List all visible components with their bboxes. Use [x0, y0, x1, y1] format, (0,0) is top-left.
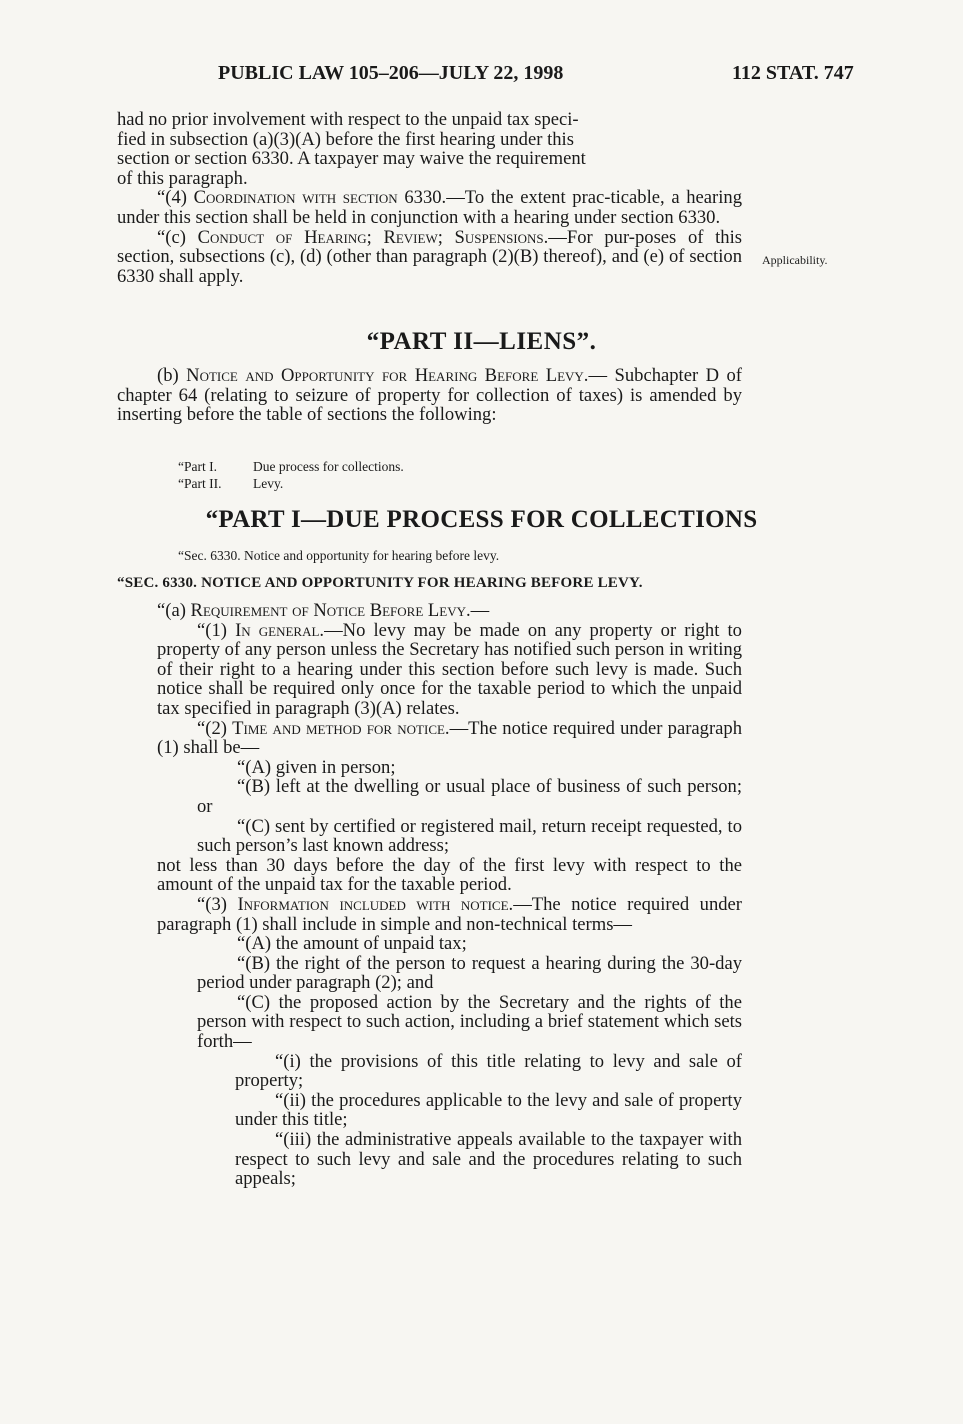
section-6330-body	[117, 601, 742, 1189]
subsection-b	[117, 366, 742, 425]
clauses-a3C	[117, 1052, 742, 1189]
header-title: PUBLIC LAW 105–206—JULY 22, 1998	[218, 62, 564, 84]
subsection-b-block	[117, 366, 742, 425]
subsection-a	[117, 601, 742, 621]
intro-line: section or section 6330. A taxpayer may waive the requirement	[117, 148, 586, 170]
subparagraph-a2A: “(A) given in person;	[237, 756, 396, 778]
subparagraph-a2C: “(C) sent by certified or registered mail, return receipt requested, to such person’s last known address;	[197, 815, 742, 857]
intro-line: had no prior involvement with respect to the unpaid tax speci-	[117, 109, 579, 130]
paragraph-label: “(1)	[197, 619, 227, 641]
paragraph-text: —The notice required under paragraph (1) shall be—	[157, 717, 742, 759]
subparagraph-a3C: “(C) the proposed action by the Secretary and the rights of the person with respect to such action, including a brief statement which sets forth—	[197, 991, 742, 1053]
part-table-of-contents	[178, 458, 404, 492]
intro-line: fied in subsection (a)(3)(A) before the first hearing under this	[117, 128, 574, 150]
running-header	[0, 62, 963, 88]
toc-text: Levy.	[253, 476, 284, 491]
subparagraph-a3B: “(B) the right of the person to request a hearing during the 30-day period under paragraph (2); and	[197, 952, 742, 994]
paragraph-label: (b)	[157, 365, 179, 386]
subparagraph-a2B: “(B) left at the dwelling or usual place of business of such person; or	[197, 776, 742, 817]
toc-label: “Part I.	[178, 459, 217, 474]
section-heading: “SEC. 6330. NOTICE AND OPPORTUNITY FOR HEARING BEFORE LEVY.	[117, 575, 643, 591]
intro-block	[117, 110, 742, 286]
subparagraphs-a2	[117, 758, 742, 856]
part-i-heading: “PART I—DUE PROCESS FOR COLLECTIONS	[205, 506, 758, 533]
paragraph-a2-tail: not less than 30 days before the day of the first levy with respect to the amount of the unpaid tax for the taxable period.	[157, 854, 742, 896]
paragraph-4	[117, 188, 742, 227]
subparagraph-a3A: “(A) the amount of unpaid tax;	[237, 933, 467, 955]
paragraph-caption: Requirement of Notice Before Levy.	[190, 600, 471, 621]
paragraph-caption: In general.	[235, 619, 325, 641]
section-toc: “Sec. 6330. Notice and opportunity for hearing before levy.	[178, 548, 500, 563]
toc-text: Due process for collections.	[253, 459, 404, 474]
header-stat-page: 112 STAT. 747	[732, 62, 854, 84]
toc-label: “Part II.	[178, 476, 222, 491]
paragraph-text: —To the extent prac-ticable, a hearing under this section shall be held in conjunction with a hearing under section 6330.	[117, 187, 743, 228]
paragraph-text: —No levy may be made on any property or right to property of any person unless the Secretary has notified such person in writing of their right to a hearing under this section before such levy is made. Such notice shall be required only once for the taxable period to which the unpaid tax specified in paragraph (3)(A) relates.	[157, 619, 742, 719]
paragraph-a2-tail-wrap	[117, 856, 742, 934]
paragraph-caption: Coordination with section 6330.	[193, 187, 447, 209]
paragraph-text: —	[470, 600, 490, 621]
subsection-c	[117, 228, 742, 287]
paragraph-a2	[157, 719, 742, 758]
intro-text	[117, 110, 742, 188]
paragraph-text: —The notice required under paragraph (1) shall include in simple and non-technical terms—	[157, 893, 742, 935]
paragraph-label: “(a)	[157, 600, 186, 621]
paragraph-label: “(c)	[157, 226, 186, 248]
paragraph-label: “(3)	[197, 893, 227, 915]
subparagraphs-a3	[117, 934, 742, 1052]
paragraph-text: — Subchapter D of chapter 64 (relating to seizure of property for collection of taxes) is amended by inserting before the table of sections the following:	[117, 365, 742, 426]
toc-row	[178, 458, 404, 475]
paragraph-caption: Time and method for notice.	[232, 717, 450, 739]
paragraph-label: “(2)	[197, 717, 227, 739]
paragraph-caption: Notice and Opportunity for Hearing Before Levy.	[186, 365, 589, 386]
clause-i: “(i) the provisions of this title relating to levy and sale of property;	[235, 1050, 742, 1092]
clause-iii: “(iii) the administrative appeals available to the taxpayer with respect to such levy and sale and the procedures relating to such appeals;	[235, 1129, 742, 1190]
intro-line: of this paragraph.	[117, 167, 248, 189]
toc-row	[178, 475, 404, 492]
paragraph-a1	[157, 621, 742, 719]
paragraph-label: “(4)	[157, 187, 187, 209]
paragraph-caption: Conduct of Hearing; Review; Suspensions.	[197, 226, 549, 248]
paragraph-caption: Information included with notice.	[237, 893, 514, 915]
clause-ii: “(ii) the procedures applicable to the levy and sale of property under this title;	[235, 1089, 742, 1131]
paragraph-a1-wrap	[117, 621, 742, 758]
part-ii-heading: “PART II—LIENS”.	[366, 328, 597, 355]
paragraph-text: —For pur-poses of this section, subsections (c), (d) (other than paragraph (2)(B) thereof), and (e) of section 6330 shall apply.	[117, 226, 742, 287]
paragraph-a3	[157, 895, 742, 934]
marginal-note: Applicability.	[762, 253, 828, 267]
